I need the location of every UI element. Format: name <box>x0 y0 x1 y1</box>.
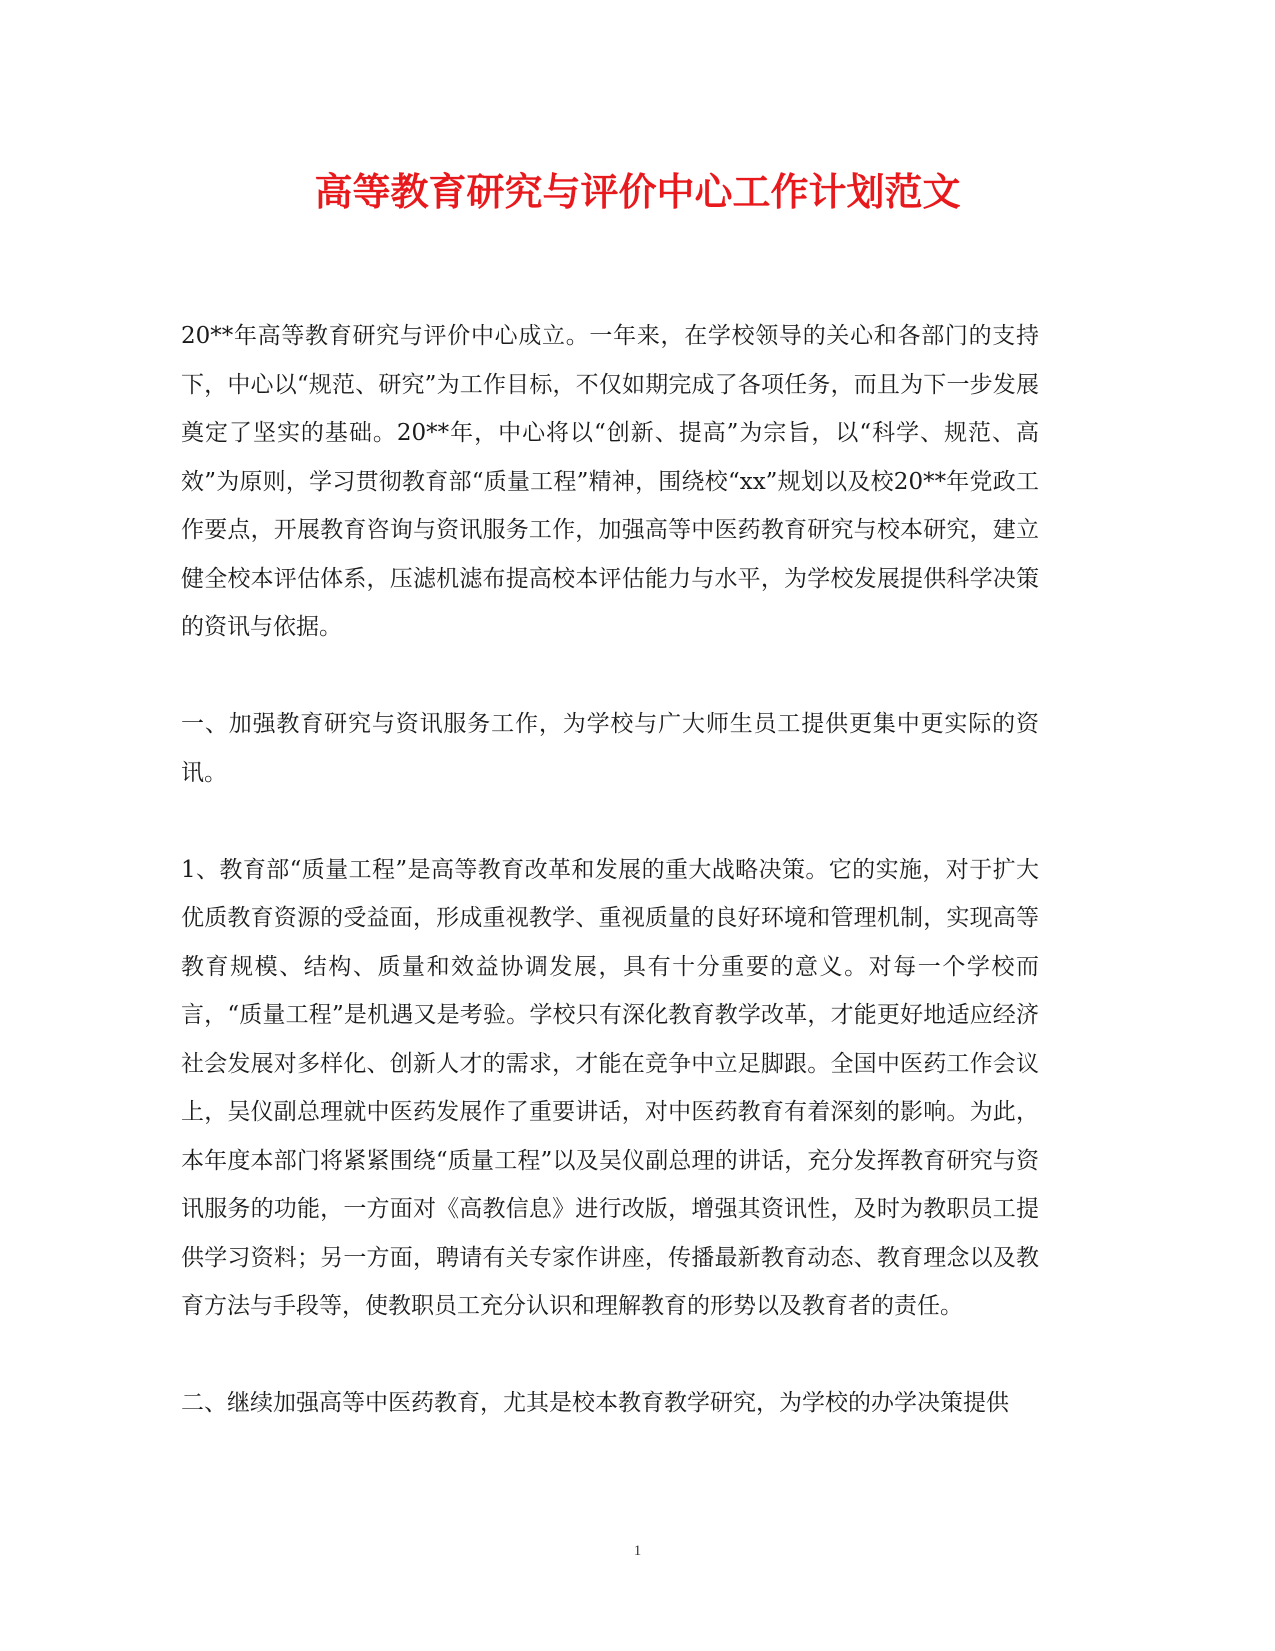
document-title: 高等教育研究与评价中心工作计划范文 <box>314 169 961 214</box>
item-one-paragraph: 1、教育部“质量工程”是高等教育改革和发展的重大战略决策。它的实施，对于扩大优质教育资源的受益面，形成重视教学、重视质量的良好环境和管理机制，实现高等教育规模、结构、质量和效益协调发展，具有十分重要的意义。对每一个学校而言，“质量工程”是机遇又是考验。学校只有深化教育教学改革，才能更好地适应经济社会发展对多样化、创新人才的需求，才能在竞争中立足脚跟。全国中医药工作会议上，吴仪副总理就中医药发展作了重要讲话，对中医药教育有着深刻的影响。为此，本年度本部门将紧紧围绕“质量工程”以及吴仪副总理的讲话，充分发挥教育研究与资讯服务的功能，一方面对《高教信息》进行改版，增强其资讯性，及时为教职员工提供学习资料；另一方面，聘请有关专家作讲座，传播最新教育动态、教育理念以及教育方法与手段等，使教职员工充分认识和理解教育的形势以及教育者的责任。 <box>181 856 1039 1319</box>
document-body <box>181 312 1039 1476</box>
page-number: 1 <box>633 1543 642 1559</box>
section-one-heading: 一、加强教育研究与资讯服务工作，为学校与广大师生员工提供更集中更实际的资讯。 <box>181 711 1039 786</box>
section-two-heading: 二、继续加强高等中医药教育，尤其是校本教育教学研究，为学校的办学决策提供 <box>181 1390 1009 1416</box>
intro-paragraph: 20**年高等教育研究与评价中心成立。一年来，在学校领导的关心和各部门的支持下，中心以“规范、研究”为工作目标，不仅如期完成了各项任务，而且为下一步发展奠定了坚实的基础。20**年，中心将以“创新、提高”为宗旨，以“科学、规范、高效”为原则，学习贯彻教育部“质量工程”精神，围绕校“xx”规划以及校20**年党政工作要点，开展教育咨询与资讯服务工作，加强高等中医药教育研究与校本研究，建立健全校本评估体系，压滤机滤布提高校本评估能力与水平，为学校发展提供科学决策的资讯与依据。 <box>181 323 1039 640</box>
